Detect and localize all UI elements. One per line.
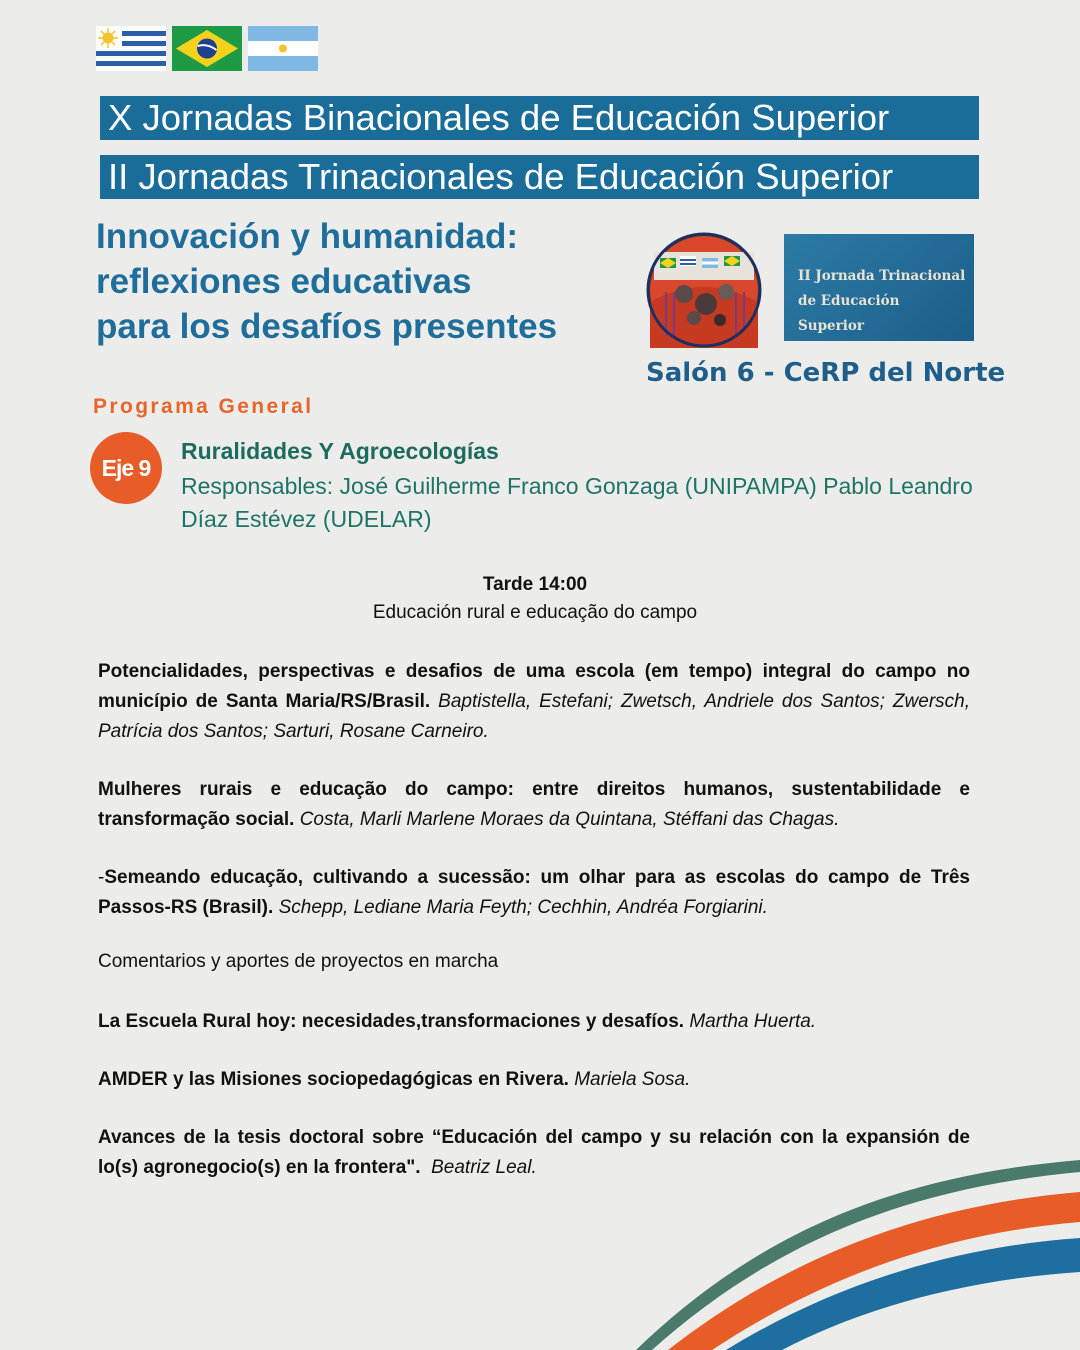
session-title: Educación rural e educação do campo	[372, 602, 698, 623]
brazil-flag-icon	[172, 26, 242, 71]
trinational-logo	[784, 234, 974, 341]
entry-authors: Baptistella, Estefani; Zwetsch, Andriele dos Santos; Zwersch, Patrícia dos Santos; Sarturi, Rosane Carneiro.	[98, 691, 970, 742]
logo-line: de Educación Superior	[798, 293, 900, 334]
entry-title: Avances de la tesis doctoral sobre “Educación del campo y su relación con la expansión de lo(s) agronegocio(s) en la frontera".	[98, 1127, 970, 1178]
eje-responsables: Responsables: José Guilherme Franco Gonzaga (UNIPAMPA) Pablo Leandro Díaz Estévez (UDELAR)	[181, 473, 973, 532]
entry-authors: Schepp, Lediane Maria Feyth; Cechhin, Andréa Forgiarini.	[278, 897, 768, 918]
comments-note: Comentarios y aportes de proyectos en marcha	[98, 951, 499, 972]
country-flags	[96, 26, 318, 71]
programa-general-label: Programa General	[93, 395, 314, 418]
eje-title: Ruralidades Y Agroecologías	[181, 438, 499, 464]
entry-authors: Martha Huerta.	[689, 1011, 817, 1032]
salon-location: Salón 6 - CeRP del Norte	[646, 358, 1006, 388]
entry-title: Potencialidades, perspectivas e desafios de uma escola (em tempo) integral do campo no município de Santa Maria/RS/Brasil.	[98, 661, 970, 712]
entry-title: AMDER y las Misiones sociopedagógicas en Rivera.	[98, 1069, 569, 1090]
argentina-flag-icon	[248, 26, 318, 71]
entry-prefix: -	[98, 867, 105, 888]
entry-authors: Beatriz Leal.	[431, 1157, 537, 1178]
event-round-logo	[646, 232, 762, 348]
program-entry	[98, 863, 970, 923]
wave-green	[636, 1160, 1080, 1350]
uruguay-flag-icon	[96, 26, 166, 71]
session-time: Tarde 14:00	[482, 574, 588, 595]
banner-trinacionales: II Jornadas Trinacionales de Educación Superior	[100, 155, 979, 199]
entry-authors: Costa, Marli Marlene Moraes da Quintana, Stéffani das Chagas.	[299, 809, 840, 830]
program-entry	[98, 1007, 970, 1037]
entry-title: La Escuela Rural hoy: necesidades,transformaciones y desafíos.	[98, 1011, 685, 1032]
entry-authors: Mariela Sosa.	[574, 1069, 691, 1090]
subtitle-line: Innovación y humanidad:	[96, 217, 518, 256]
program-entry	[98, 775, 970, 835]
subtitle-line: reflexiones educativas	[96, 262, 472, 301]
program-entry	[98, 1123, 970, 1183]
wave-blue	[726, 1238, 1080, 1350]
event-subtitle	[96, 214, 557, 349]
program-entry	[98, 657, 970, 747]
banner-binacionales: X Jornadas Binacionales de Educación Superior	[100, 96, 979, 140]
logo-line: II Jornada Trinacional	[798, 268, 966, 284]
program-entry	[98, 1065, 970, 1095]
subtitle-line: para los desafíos presentes	[96, 307, 558, 346]
entry-title: Mulheres rurais e educação do campo: entre direitos humanos, sustentabilidade e transformação social.	[98, 779, 970, 830]
wave-orange	[668, 1192, 1080, 1350]
eje-badge: Eje 9	[90, 432, 162, 504]
entry-title: Semeando educação, cultivando a sucessão: um olhar para as escolas do campo de Três Passos-RS (Brasil).	[98, 867, 970, 918]
